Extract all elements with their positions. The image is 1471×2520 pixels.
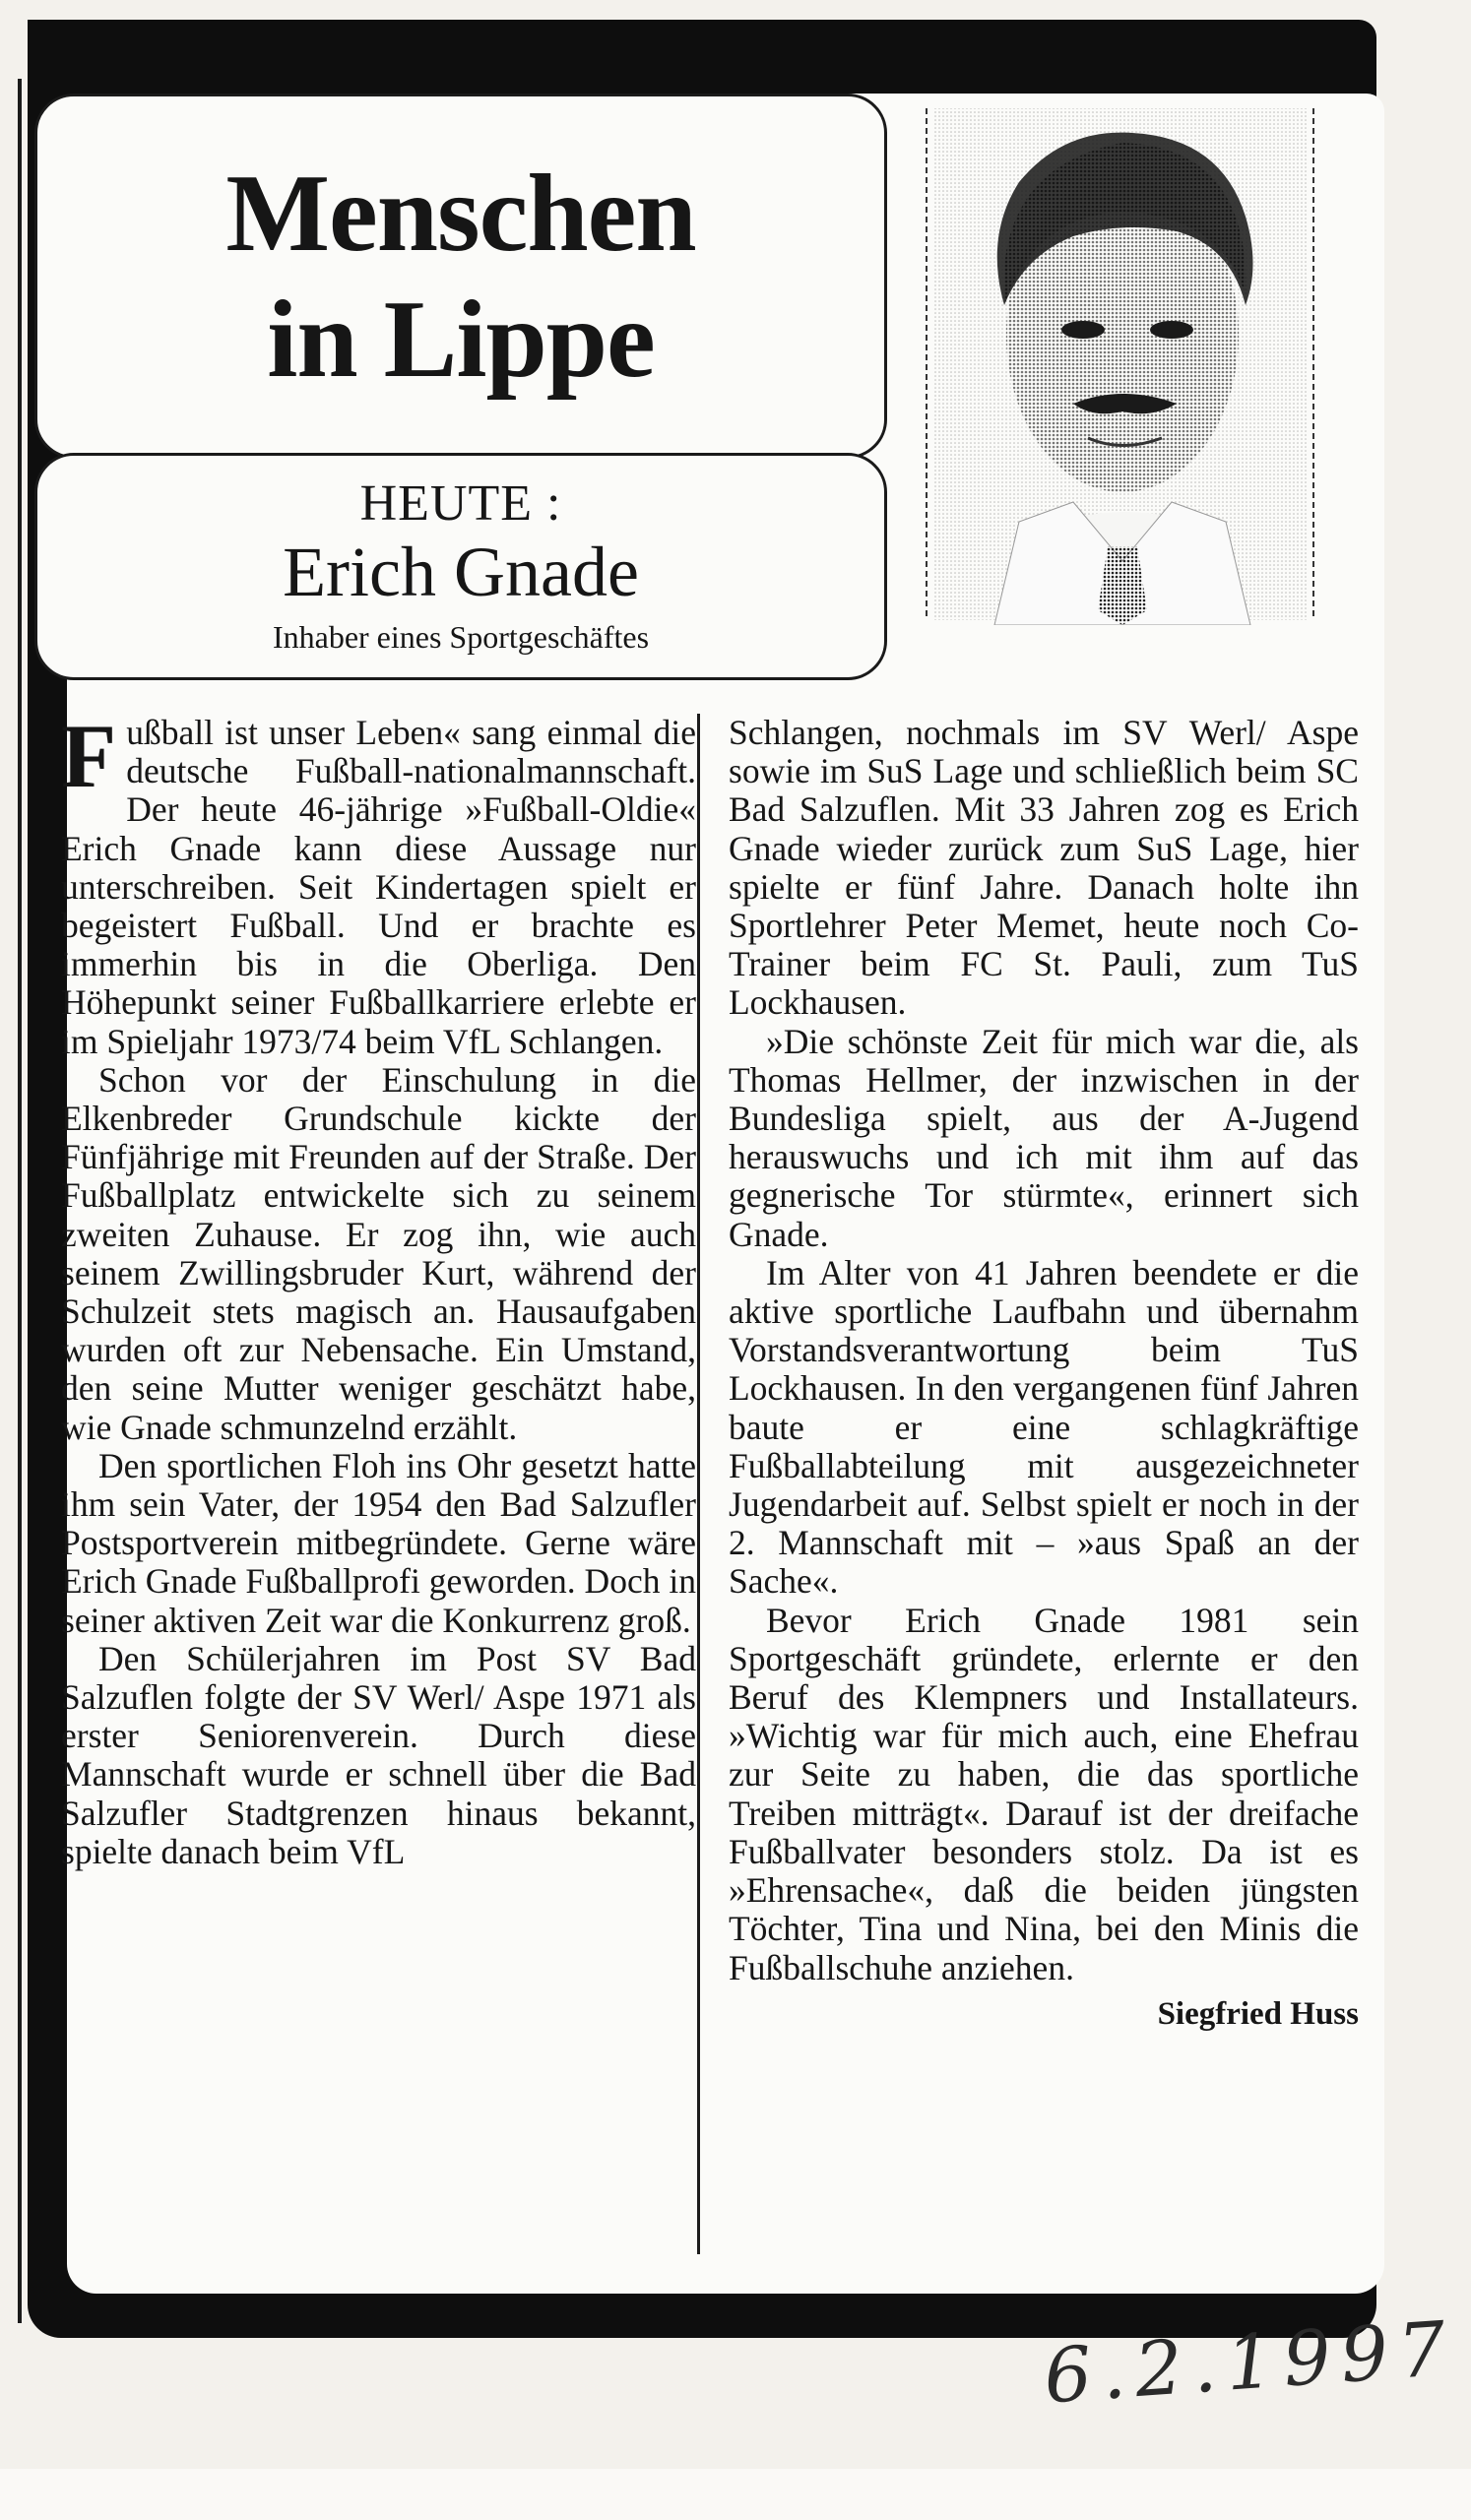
page-title-line-2: in Lippe <box>267 278 655 401</box>
portrait-photo <box>926 98 1314 625</box>
article-paragraph: Im Alter von 41 Jahren beendete er die aktive sportliche Laufbahn und übernahm Vorstandsverantwortung beim TuS Lockhausen. In den vergangenen fünf Jahren baute er eine schlagkräftige Fußballabteilung mit ausgezeichneter Jugendarbeit auf. Selbst spielt er noch in der 2. Mannschaft mit – »aus Spaß an der Sache«. <box>729 1252 1359 1602</box>
article-paragraph <box>61 706 696 1061</box>
article-paragraph: »Die schönste Zeit für mich war die, als Thomas Hellmer, der inzwischen in der Bundesliga spielt, aus der A-Jugend herauswuchs und ich mit ihm auf das gegnerische Tor stürmte«, erinnert sich Gnade. <box>729 1021 1359 1254</box>
author-byline: Siegfried Huss <box>1157 1995 1359 2032</box>
column-divider <box>697 714 700 2254</box>
portrait-illustration <box>926 98 1314 625</box>
page-title-line-1: Menschen <box>225 152 696 275</box>
article-paragraph: Bevor Erich Gnade 1981 sein Sportgeschäft gründete, erlernte er den Beruf des Klempners und Installateurs. »Wichtig war für mich auch, eine Ehefrau zur Seite zu haben, die das sportliche Treiben mitträgt«. Darauf ist der dreifache Fußballvater besonders stolz. Da ist es »Ehrensache«, daß die beiden jüngsten Töchter, Tina und Nina, bei den Minis die Fußballschuhe anziehen. <box>729 1600 1359 1987</box>
clipping-left-rule <box>18 79 22 2323</box>
paragraph-text: ußball ist unser Leben« sang einmal die deutsche Fußball-nationalmannschaft. Der heute 46-jährige »Fußball-Oldie« Erich Gnade kann diese Aussage nur unterschreiben. Seit Kindertagen spielt er begeistert Fußball. Und er brachte es immerhin bis in die Oberliga. Den Höhepunkt seiner Fußballkarriere erlebte er im Spieljahr 1973/74 beim VfL Schlangen. <box>61 713 696 1061</box>
article-paragraph: Den Schülerjahren im Post SV Bad Salzuflen folgte der SV Werl/ Aspe 1971 als erster Seniorenverein. Durch diese Mannschaft wurde er schnell über die Bad Salzufler Stadtgrenzen hinaus bekannt, spielte danach beim VfL <box>61 1638 696 1871</box>
article-left-column <box>61 706 696 1871</box>
subtitle-box <box>34 453 887 680</box>
title-box <box>34 94 887 459</box>
article-paragraph: Schlangen, nochmals im SV Werl/ Aspe sowie im SuS Lage und schließlich beim SC Bad Salzuflen. Mit 33 Jahren zog es Erich Gnade wieder zurück zum SuS Lage, hier spielte er fünf Jahre. Danach holte ihn Sportlehrer Peter Memet, heute noch Co-Trainer beim FC St. Pauli, zum TuS Lockhausen. <box>729 713 1359 1023</box>
article-paragraph: Den sportlichen Floh ins Ohr gesetzt hatte ihm sein Vater, der 1954 den Bad Salzufler Postsportverein mitbegründete. Gerne wäre Erich Gnade Fußballprofi geworden. Doch in seiner aktiven Zeit war die Konkurrenz groß. <box>61 1445 696 1640</box>
heute-label: HEUTE : <box>359 474 562 532</box>
dropcap: F <box>61 706 117 806</box>
photo-right-edge <box>1312 108 1314 620</box>
photo-left-edge <box>926 108 927 620</box>
article-right-column <box>729 714 1359 2037</box>
person-name: Erich Gnade <box>283 532 639 611</box>
article-paragraph: Schon vor der Einschulung in die Elkenbreder Grundschule kickte der Fünfjährige mit Freunden auf der Straße. Der Fußballplatz entwickelte sich zu seinem zweiten Zuhause. Er zog ihn, wie auch seinem Zwillingsbruder Kurt, während der Schulzeit stets magisch an. Hausaufgaben wurden oft zur Nebensache. Ein Umstand, den seine Mutter weniger geschätzt habe, wie Gnade schmunzelnd erzählt. <box>61 1059 696 1447</box>
person-role: Inhaber eines Sportgeschäftes <box>272 618 650 655</box>
handwritten-date: 6.2.1997 <box>1041 2303 1459 2421</box>
paper-edge <box>0 2469 1471 2520</box>
